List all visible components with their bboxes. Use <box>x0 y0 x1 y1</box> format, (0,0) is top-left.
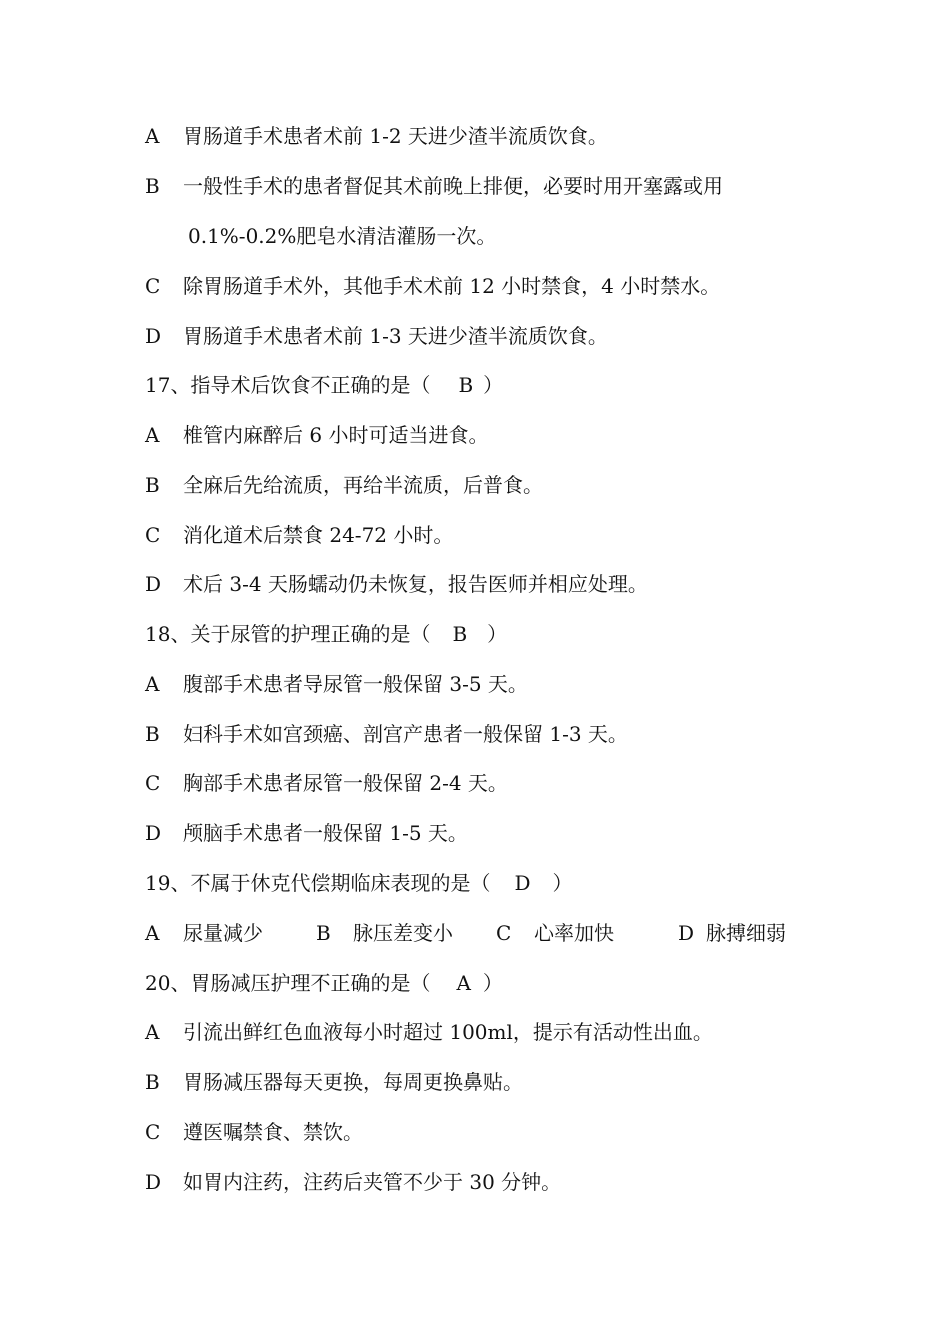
option-letter: C <box>145 523 161 547</box>
option-text: 心率加快 <box>534 921 614 945</box>
option-text: 一般性手术的患者督促其术前晚上排便，必要时用开塞露或用 <box>183 174 723 198</box>
q17-option-d <box>145 570 648 598</box>
option-text: 如胃内注药，注药后夹管不少于 30 分钟。 <box>183 1170 562 1194</box>
question-close: ） <box>487 622 508 646</box>
q20-stem <box>145 969 503 997</box>
option-letter: A <box>145 1020 160 1044</box>
option-letter: C <box>145 771 161 795</box>
question-answer: A <box>456 971 471 995</box>
option-letter: A <box>145 423 160 447</box>
option-letter: B <box>145 1070 160 1094</box>
option-text: 遵医嘱禁食、禁饮。 <box>183 1120 363 1144</box>
q16-option-a <box>145 122 608 150</box>
option-letter: D <box>145 572 162 596</box>
question-stem: 17、指导术后饮食不正确的是（ <box>145 373 431 397</box>
option-letter: B <box>316 921 331 945</box>
q20-option-d <box>145 1168 561 1196</box>
option-letter: C <box>145 274 161 298</box>
q19-option-a <box>145 919 316 947</box>
q17-option-a <box>145 421 488 449</box>
question-answer: B <box>452 622 468 646</box>
option-text: 脉搏细弱 <box>706 921 786 945</box>
question-close: ） <box>483 373 504 397</box>
option-text: 胃肠减压器每天更换，每周更换鼻贴。 <box>183 1070 523 1094</box>
option-text: 妇科手术如宫颈癌、剖宫产患者一般保留 1-3 天。 <box>183 722 628 746</box>
option-text: 胃肠道手术患者术前 1-3 天进少渣半流质饮食。 <box>183 324 608 348</box>
q19-option-d <box>678 919 786 947</box>
option-letter: D <box>145 1170 162 1194</box>
question-stem: 18、关于尿管的护理正确的是（ <box>145 622 431 646</box>
option-letter: D <box>145 324 162 348</box>
option-letter: A <box>145 124 160 148</box>
option-letter: C <box>145 1120 161 1144</box>
option-letter: D <box>145 821 162 845</box>
option-text: 全麻后先给流质，再给半流质，后普食。 <box>183 473 543 497</box>
q16-option-d <box>145 322 608 350</box>
question-close: ） <box>552 871 573 895</box>
option-letter: C <box>496 921 512 945</box>
q16-option-c <box>145 272 720 300</box>
q18-option-c <box>145 769 508 797</box>
q19-stem <box>145 869 573 897</box>
q17-option-c <box>145 521 453 549</box>
option-letter: B <box>145 473 160 497</box>
q19-option-b <box>316 919 496 947</box>
question-answer: D <box>514 871 531 895</box>
question-close: ） <box>482 971 503 995</box>
option-text: 术后 3-4 天肠蠕动仍未恢复，报告医师并相应处理。 <box>183 572 648 596</box>
option-text: 引流出鲜红色血液每小时超过 100ml，提示有活动性出血。 <box>183 1020 713 1044</box>
q16-option-b-continuation: 0.1%-0.2%肥皂水清洁灌肠一次。 <box>188 224 497 248</box>
option-text: 胃肠道手术患者术前 1-2 天进少渣半流质饮食。 <box>183 124 608 148</box>
q18-option-a <box>145 670 528 698</box>
q16-option-b <box>145 172 723 200</box>
option-text: 消化道术后禁食 24-72 小时。 <box>183 523 454 547</box>
question-answer: B <box>458 373 474 397</box>
option-letter: B <box>145 174 160 198</box>
option-letter: A <box>145 921 160 945</box>
q18-option-d <box>145 819 468 847</box>
question-stem: 20、胃肠减压护理不正确的是（ <box>145 971 431 995</box>
option-text: 腹部手术患者导尿管一般保留 3-5 天。 <box>183 672 528 696</box>
q17-option-b <box>145 471 543 499</box>
option-text: 脉压差变小 <box>353 921 453 945</box>
q17-stem <box>145 371 503 399</box>
option-letter: B <box>145 722 160 746</box>
q20-option-b <box>145 1068 523 1096</box>
q19-option-c <box>496 919 678 947</box>
option-text: 胸部手术患者尿管一般保留 2-4 天。 <box>183 771 508 795</box>
option-text: 除胃肠道手术外，其他手术术前 12 小时禁食，4 小时禁水。 <box>183 274 721 298</box>
q20-option-a <box>145 1018 713 1046</box>
option-text: 尿量减少 <box>183 921 263 945</box>
question-stem: 19、不属于休克代偿期临床表现的是（ <box>145 871 491 895</box>
q19-options-row <box>145 919 786 947</box>
q20-option-c <box>145 1118 363 1146</box>
option-text: 椎管内麻醉后 6 小时可适当进食。 <box>183 423 489 447</box>
option-letter: D <box>678 921 695 945</box>
q18-stem <box>145 620 507 648</box>
q18-option-b <box>145 720 628 748</box>
option-letter: A <box>145 672 160 696</box>
option-text: 颅脑手术患者一般保留 1-5 天。 <box>183 821 468 845</box>
